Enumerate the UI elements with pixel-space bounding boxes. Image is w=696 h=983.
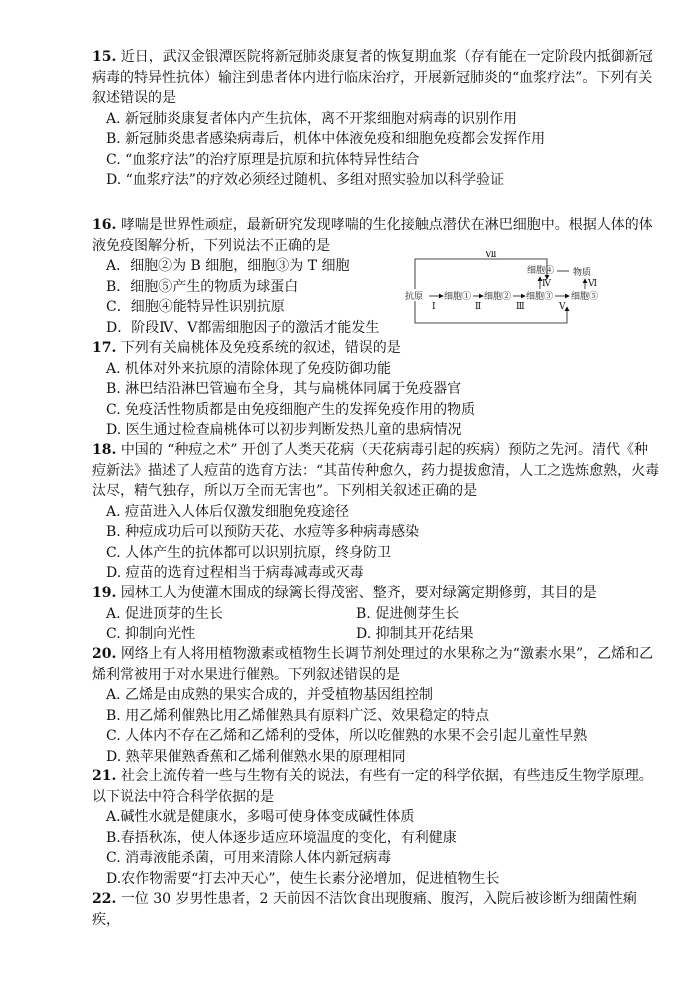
question-number: 22. xyxy=(92,891,117,907)
option-a: A．细胞②为 B 细胞，细胞③为 T 细胞 xyxy=(106,258,350,274)
label-cell2: 细胞② xyxy=(484,292,512,302)
label-cell3: 细胞③ xyxy=(526,292,554,302)
label-roman-iii: Ⅲ xyxy=(516,302,525,312)
question-15 xyxy=(92,47,662,191)
option-b: B. 种痘成功后可以预防天花、水痘等多种病毒感染 xyxy=(106,524,420,540)
option-d: D．阶段Ⅳ、Ⅴ都需细胞因子的激活才能发生 xyxy=(106,319,380,336)
option-c: C. 消毒液能杀菌，可用来清除人体内新冠病毒 xyxy=(106,850,392,866)
label-cell1: 细胞① xyxy=(444,292,472,302)
question-20 xyxy=(92,644,662,767)
option-b: B.春捂秋冻，使人体逐步适应环境温度的变化，有利健康 xyxy=(106,829,457,846)
question-stem: 园林工人为使灌木围成的绿篱长得茂密、整齐，要对绿篱定期修剪，其目的是 xyxy=(120,585,597,601)
arrow-bottom-loop xyxy=(415,301,567,323)
humoral-immunity-diagram xyxy=(405,251,605,331)
question-17 xyxy=(92,338,662,441)
option-d: D.农作物需要“打去冲天心”，使生长素分泌增加，促进植物生长 xyxy=(106,870,500,887)
label-roman-i: Ⅰ xyxy=(432,302,436,312)
option-d: D. “血浆疗法”的疗效必须经过随机、多组对照实验加以科学验证 xyxy=(106,172,504,188)
label-substance: 物质 xyxy=(573,268,592,278)
option-a: A. 乙烯是由成熟的果实合成的，并受植物基因组控制 xyxy=(106,687,434,703)
option-d: D. 医生通过检查扁桃体可以初步判断发热儿童的患病情况 xyxy=(106,422,462,438)
question-number: 20. xyxy=(92,646,117,662)
question-number: 18. xyxy=(92,442,117,458)
question-22 xyxy=(92,889,662,930)
question-stem: 下列有关扁桃体及免疫系统的叙述，错误的是 xyxy=(120,340,401,356)
option-c: C. 人体产生的抗体都可以识别抗原，终身防卫 xyxy=(106,544,392,561)
question-number: 17. xyxy=(92,340,117,356)
question-number: 15. xyxy=(92,49,117,65)
question-number: 19. xyxy=(92,585,117,601)
label-roman-vii: Ⅶ xyxy=(485,251,497,260)
option-d: D. 痘苗的选育过程相当于病毒减毒或灭毒 xyxy=(106,565,364,581)
label-cell5: 细胞⑤ xyxy=(571,292,599,302)
option-c: C. 免疫活性物质都是由免疫细胞产生的发挥免疫作用的物质 xyxy=(106,401,476,418)
label-roman-ii: Ⅱ xyxy=(475,302,482,312)
question-number: 16. xyxy=(92,217,117,233)
label-roman-v: Ⅴ xyxy=(559,302,566,312)
label-roman-vi: Ⅵ xyxy=(588,279,598,289)
option-c: C．细胞④能特异性识别抗原 xyxy=(106,299,285,315)
label-cell4: 细胞④ xyxy=(527,266,555,276)
option-c: C. 人体内不存在乙烯和乙烯利的受体，所以吃催熟的水果不会引起儿童性早熟 xyxy=(106,728,588,744)
label-roman-iv: Ⅳ xyxy=(542,279,551,289)
question-stem: 哮喘是世界性顽症，最新研究发现哮喘的生化接触点潜伏在淋巴细胞中。根据人体的体液免疫图解分析，下列说法不正确的是 xyxy=(92,217,653,254)
option-d: D. 抑制其开花结果 xyxy=(356,626,474,642)
question-21 xyxy=(92,766,662,889)
option-c: C. 抑制向光性 xyxy=(106,626,196,642)
option-c: C. “血浆疗法”的治疗原理是抗原和抗体特异性结合 xyxy=(106,151,420,168)
option-a: A. 新冠肺炎康复者体内产生抗体，离不开浆细胞对病毒的识别作用 xyxy=(106,110,518,127)
question-stem: 网络上有人将用植物激素或植物生长调节剂处理过的水果称之为“激素水果”，乙烯和乙烯利常被用于对水果进行催熟。下列叙述错误的是 xyxy=(92,646,654,683)
option-a: A. 痘苗进入人体后仅激发细胞免疫途径 xyxy=(106,503,350,520)
option-a: A. 机体对外来抗原的清除体现了免疫防御功能 xyxy=(106,360,392,377)
option-b: B. 促进侧芽生长 xyxy=(356,605,460,622)
option-b: B. 新冠肺炎患者感染病毒后，机体中体液免疫和细胞免疫都会发挥作用 xyxy=(106,131,546,147)
option-a: A. 促进顶芽的生长 xyxy=(106,605,224,622)
question-stem: 中国的 “种痘之术” 开创了人类天花病（天花病毒引起的疾病）预防之先河。清代《种痘新法》描述了人痘苗的选育方法：“其苗传种愈久，药力提拔愈清，人工之选炼愈熟，火毒汰尽，精气独存，所以万全而无害也”。下列相关叙述正确的是 xyxy=(92,442,660,499)
option-a: A.碱性水就是健康水，多喝可使身体变成碱性体质 xyxy=(106,809,415,825)
question-stem: 一位 30 岁男性患者，2 天前因不洁饮食出现腹痛、腹泻，入院后被诊断为细菌性痢疾， xyxy=(92,891,637,928)
option-b: B. 用乙烯利催熟比用乙烯催熟具有原料广泛、效果稳定的特点 xyxy=(106,707,490,724)
label-antigen: 抗原 xyxy=(405,292,424,302)
question-stem: 社会上流传着一些与生物有关的说法，有些有一定的科学依据，有些违反生物学原理。以下说法中符合科学依据的是 xyxy=(92,768,653,805)
question-stem: 近日，武汉金银潭医院将新冠肺炎康复者的恢复期血浆（存有能在一定阶段内抵御新冠病毒的特异性抗体）输注到患者体内进行临床治疗，开展新冠肺炎的“血浆疗法”。下列有关叙述错误的是 xyxy=(92,49,653,106)
question-18 xyxy=(92,440,662,584)
option-d: D. 熟苹果催熟香蕉和乙烯利催熟水果的原理相同 xyxy=(106,748,406,765)
option-b: B. 淋巴结沿淋巴管遍布全身，其与扁桃体同属于免疫器官 xyxy=(106,381,462,397)
question-19 xyxy=(92,583,662,645)
option-b: B．细胞⑤产生的物质为球蛋白 xyxy=(106,278,299,295)
question-number: 21. xyxy=(92,768,117,784)
